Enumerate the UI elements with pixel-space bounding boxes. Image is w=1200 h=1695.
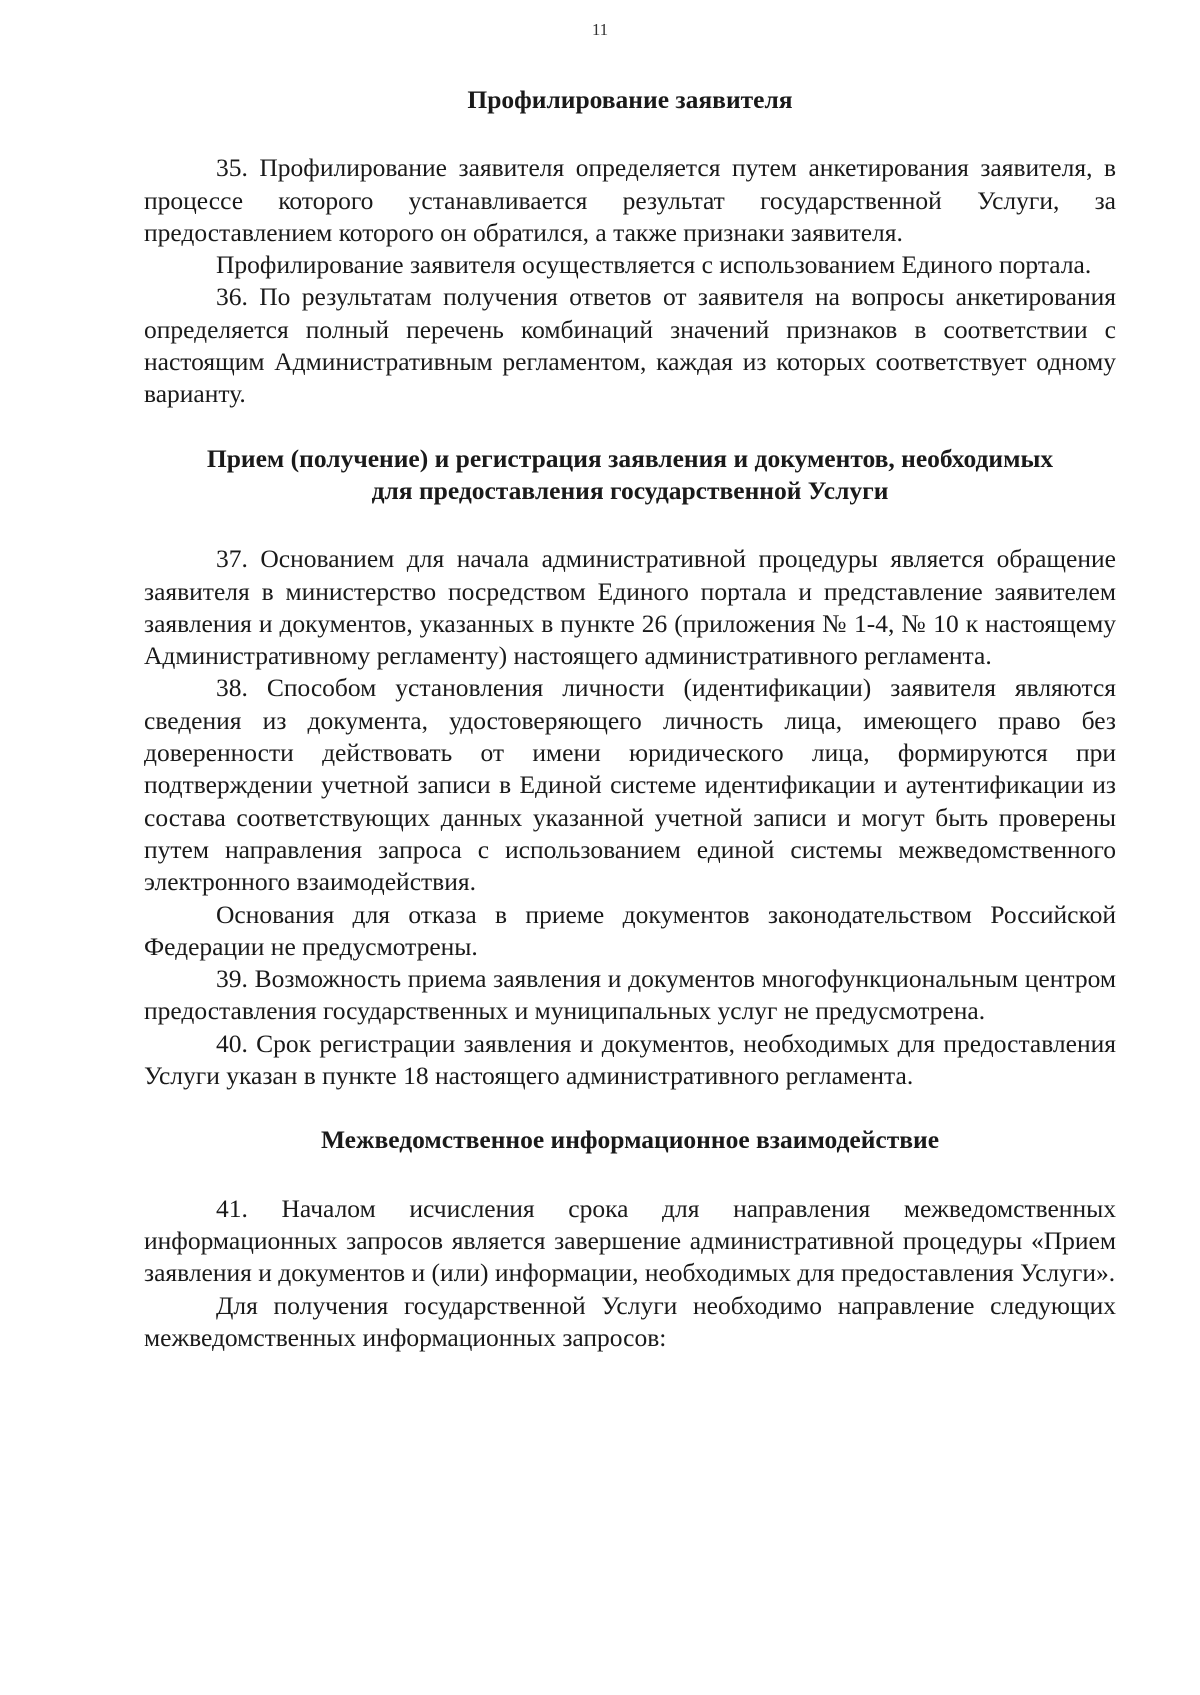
- paragraph-36: 36. По результатам получения ответов от заявителя на вопросы анкетирования определяется полный перечень комбинаций значений признаков в соответствии с настоящим Административным регламентом, каждая из которых соответствует одному варианту.: [144, 282, 1116, 409]
- section-heading-interagency: Межведомственное информационное взаимодействие: [320, 1125, 940, 1155]
- paragraph-37: 37. Основанием для начала административной процедуры является обращение заявителя в министерство посредством Единого портала и представление заявителем заявления и документов, указанных в пункте 26 (приложения № 1-4, № 10 к настоящему Административному регламенту) настоящего административного регламента.: [144, 544, 1116, 671]
- section-heading-reception-line1: Прием (получение) и регистрация заявления и документов, необходимых: [206, 443, 1054, 473]
- paragraph-40: 40. Срок регистрации заявления и документов, необходимых для предоставления Услуги указан в пункте 18 настоящего административного регламента.: [144, 1028, 1116, 1091]
- paragraph-41: 41. Началом исчисления срока для направления межведомственных информационных запросов является завершение административной процедуры «Прием заявления и документов и (или) информации, необходимых для предоставления Услуги».: [144, 1193, 1116, 1288]
- paragraph-35: 35. Профилирование заявителя определяется путем анкетирования заявителя, в процессе которого устанавливается результат государственной Услуги, за предоставлением которого он обратился, а также признаки заявителя.: [144, 153, 1116, 247]
- paragraph-38: 38. Способом установления личности (идентификации) заявителя являются сведения из документа, удостоверяющего личность лица, имеющего право без доверенности действовать от имени юридического лица, формируются при подтверждении учетной записи в Единой системе идентификации и аутентификации из состава соответствующих данных указанной учетной записи и могут быть проверены путем направления запроса с использованием единой системы межведомственного электронного взаимодействия.: [144, 673, 1116, 897]
- document-body: [144, 84, 1116, 1354]
- paragraph-35-continued: Профилирование заявителя осуществляется с использованием Единого портала.: [216, 250, 1092, 280]
- section-heading-profiling: Профилирование заявителя: [467, 85, 793, 114]
- page-number: 11: [591, 20, 609, 39]
- section-heading-reception-line2: для предоставления государственной Услуги: [371, 475, 889, 505]
- paragraph-41-continued: Для получения государственной Услуги необходимо направление следующих межведомственных информационных запросов:: [144, 1290, 1116, 1352]
- paragraph-38-continued: Основания для отказа в приеме документов законодательством Российской Федерации не предусмотрены.: [144, 899, 1116, 961]
- paragraph-39: 39. Возможность приема заявления и документов многофункциональным центром предоставления государственных и муниципальных услуг не предусмотрена.: [144, 964, 1116, 1026]
